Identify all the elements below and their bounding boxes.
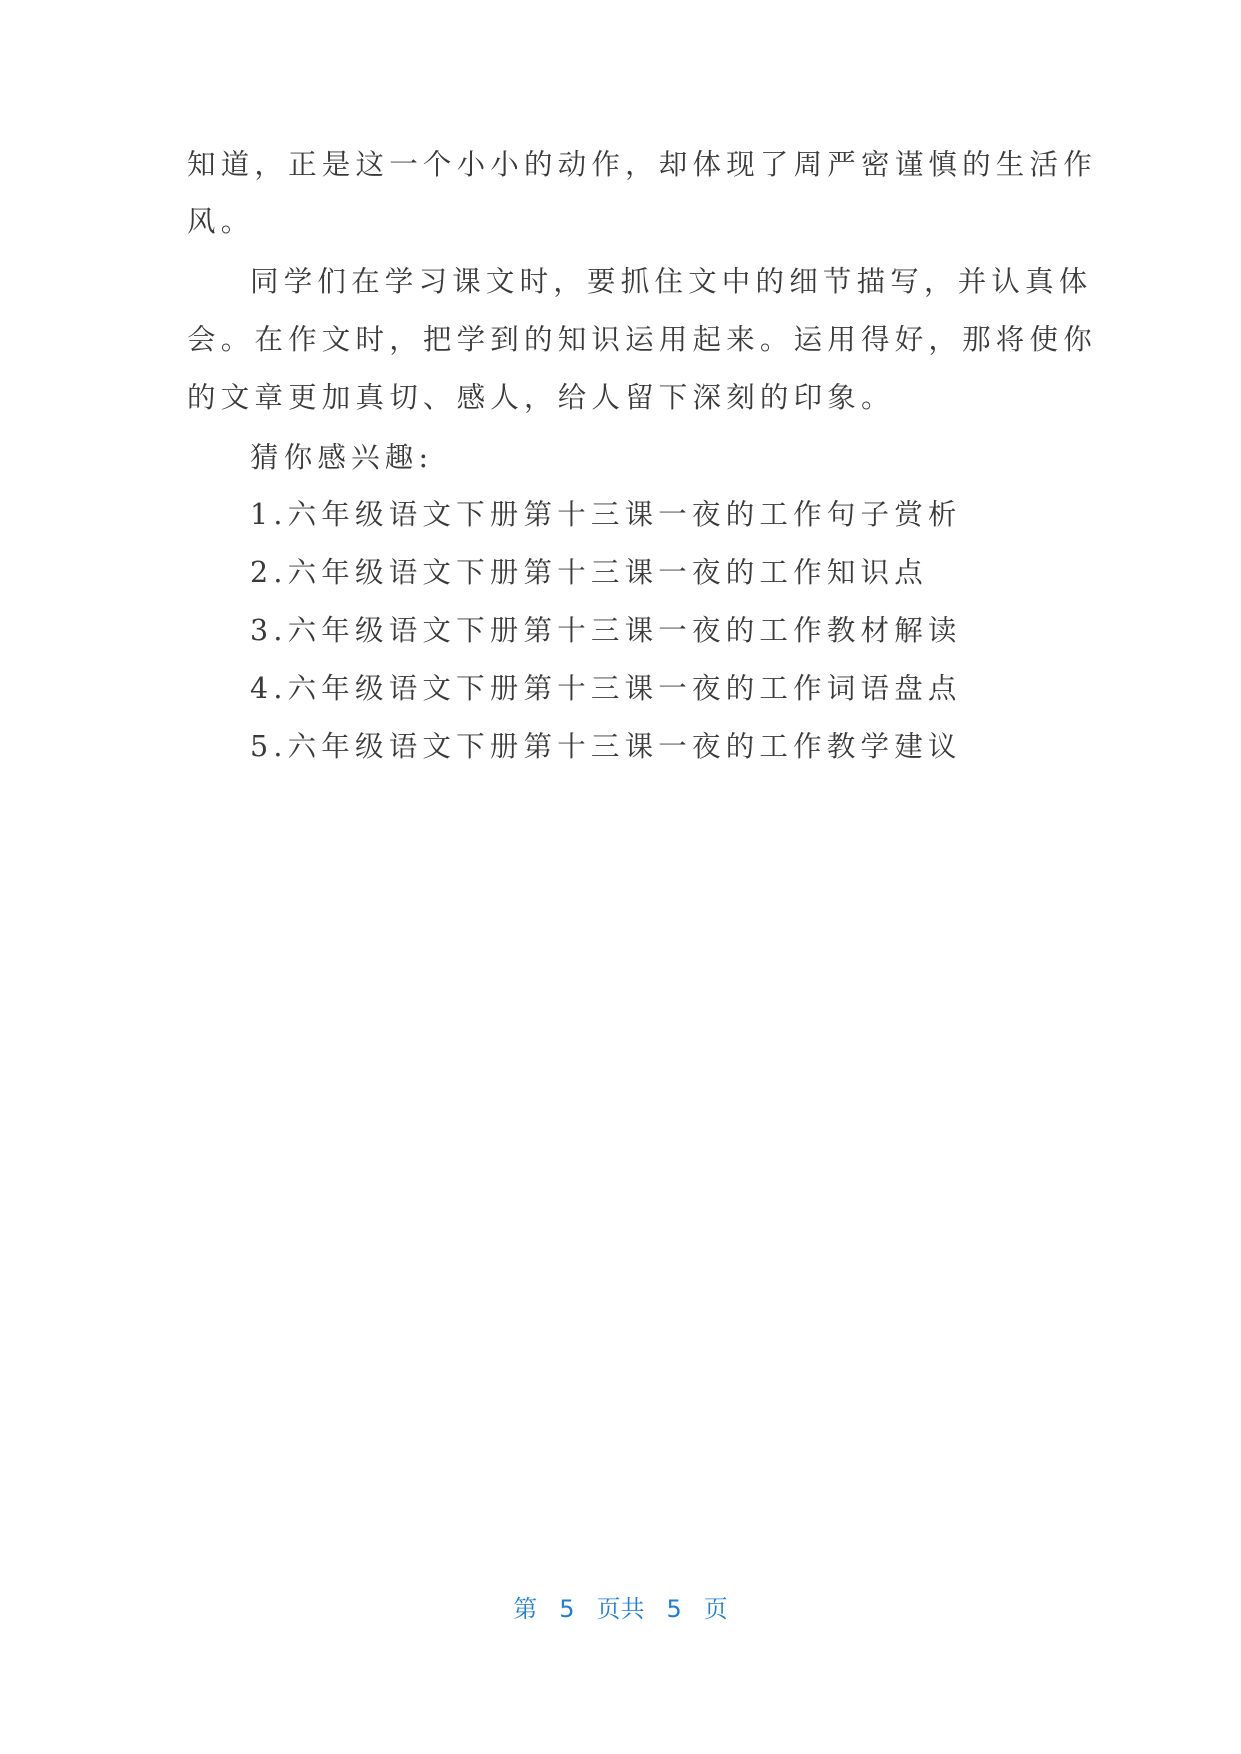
paragraph-line-5: 的文章更加真切、感人，给人留下深刻的印象。 (187, 381, 895, 414)
footer-di: 第 (513, 1595, 538, 1623)
footer-total-pages: 5 (666, 1595, 682, 1623)
footer-current-page: 5 (559, 1595, 575, 1623)
paragraph-line-2: 风。 (187, 205, 255, 238)
footer-ye-gong: 页共 (596, 1595, 645, 1623)
paragraph-line-1: 知道，正是这一个小小的动作，却体现了周严密谨慎的生活作 (187, 148, 1097, 181)
related-link-3[interactable]: 3.六年级语文下册第十三课一夜的工作教材解读 (250, 614, 962, 647)
footer-ye: 页 (703, 1595, 728, 1623)
related-link-1[interactable]: 1.六年级语文下册第十三课一夜的工作句子赏析 (250, 498, 962, 531)
related-heading: 猜你感兴趣: (250, 441, 434, 474)
related-link-4[interactable]: 4.六年级语文下册第十三课一夜的工作词语盘点 (250, 672, 962, 705)
page-number-footer (0, 1592, 1241, 1626)
related-link-2[interactable]: 2.六年级语文下册第十三课一夜的工作知识点 (250, 556, 928, 589)
related-link-5[interactable]: 5.六年级语文下册第十三课一夜的工作教学建议 (250, 730, 962, 763)
paragraph-line-4: 会。在作文时，把学到的知识运用起来。运用得好，那将使你 (187, 323, 1097, 356)
paragraph-line-3: 同学们在学习课文时，要抓住文中的细节描写，并认真体 (250, 265, 1093, 298)
